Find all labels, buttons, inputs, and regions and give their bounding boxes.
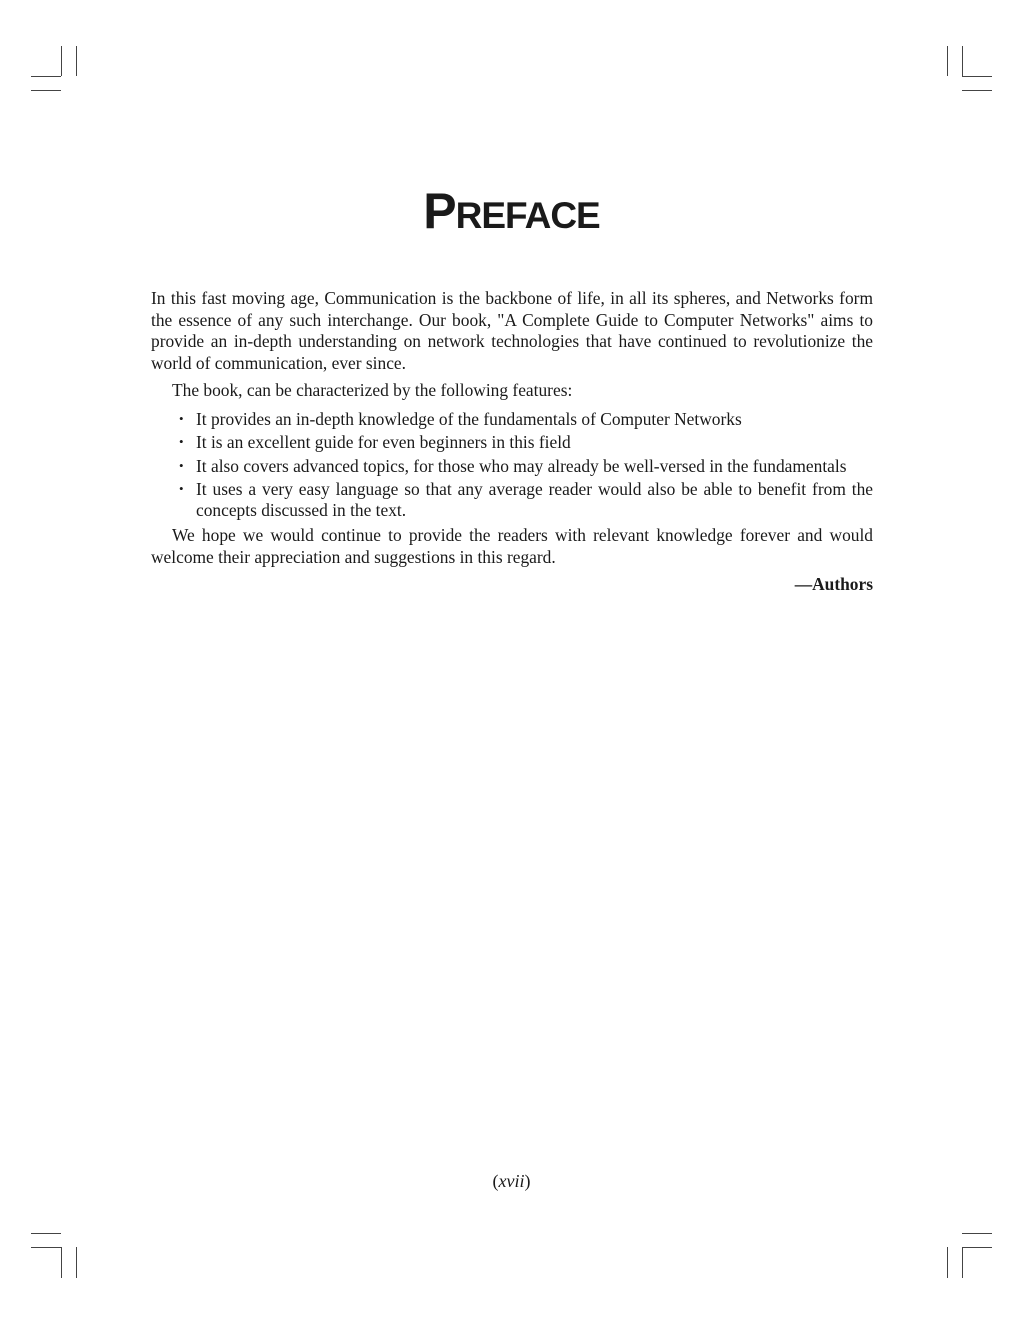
- list-item: [179, 455, 873, 477]
- list-item-text: It is an excellent guide for even beginners in this field: [196, 432, 571, 452]
- list-item-text: It uses a very easy language so that any average reader would also be able to benefit from the concepts discussed in the text.: [196, 479, 873, 520]
- crop-mark: [962, 90, 992, 91]
- crop-mark: [947, 46, 948, 76]
- page-number-numeral: xvii: [498, 1171, 525, 1191]
- preface-body: [151, 288, 873, 596]
- crop-mark: [947, 1247, 948, 1278]
- crop-mark: [61, 46, 62, 76]
- list-item: [179, 408, 873, 430]
- crop-mark: [31, 90, 61, 91]
- page-number: [0, 1171, 1023, 1192]
- intro-paragraph: In this fast moving age, Communication is the backbone of life, in all its spheres, and Networks form the essence of any such interchange. Our book, "A Complete Guide to Computer Networks" aims to provide an in-depth understanding on network technologies that have continued to revolutionize the world of communication, ever since.: [151, 288, 873, 373]
- crop-mark: [76, 1247, 77, 1278]
- crop-mark: [962, 76, 992, 77]
- crop-mark: [962, 1233, 992, 1234]
- crop-mark: [61, 1247, 62, 1278]
- crop-mark: [962, 46, 963, 76]
- crop-mark: [962, 1247, 992, 1248]
- signature: —Authors: [794, 574, 873, 594]
- crop-mark: [76, 46, 77, 76]
- bullet-icon: •: [179, 410, 184, 426]
- list-item-text: It provides an in-depth knowledge of the fundamentals of Computer Networks: [196, 408, 742, 429]
- page-number-open: (: [492, 1171, 499, 1191]
- list-item-text: It also covers advanced topics, for those who may already be well-versed in the fundamentals: [196, 455, 847, 476]
- list-item: [179, 479, 873, 520]
- title-first-letter: P: [423, 183, 456, 239]
- crop-mark: [31, 76, 61, 77]
- features-list: [151, 409, 873, 521]
- title-rest: REFACE: [455, 195, 600, 236]
- page-title: [0, 183, 1023, 239]
- crop-mark: [31, 1233, 61, 1234]
- page-number-close: ): [524, 1171, 531, 1191]
- crop-mark: [962, 1247, 963, 1278]
- closing-paragraph: We hope we would continue to provide the readers with relevant knowledge forever and would welcome their appreciation and suggestions in this regard.: [151, 525, 873, 567]
- bullet-icon: •: [179, 481, 184, 496]
- bullet-icon: •: [179, 434, 184, 449]
- crop-mark: [31, 1247, 61, 1248]
- features-lead-paragraph: The book, can be characterized by the following features:: [172, 380, 573, 400]
- list-item: [179, 432, 873, 453]
- bullet-icon: •: [179, 457, 184, 473]
